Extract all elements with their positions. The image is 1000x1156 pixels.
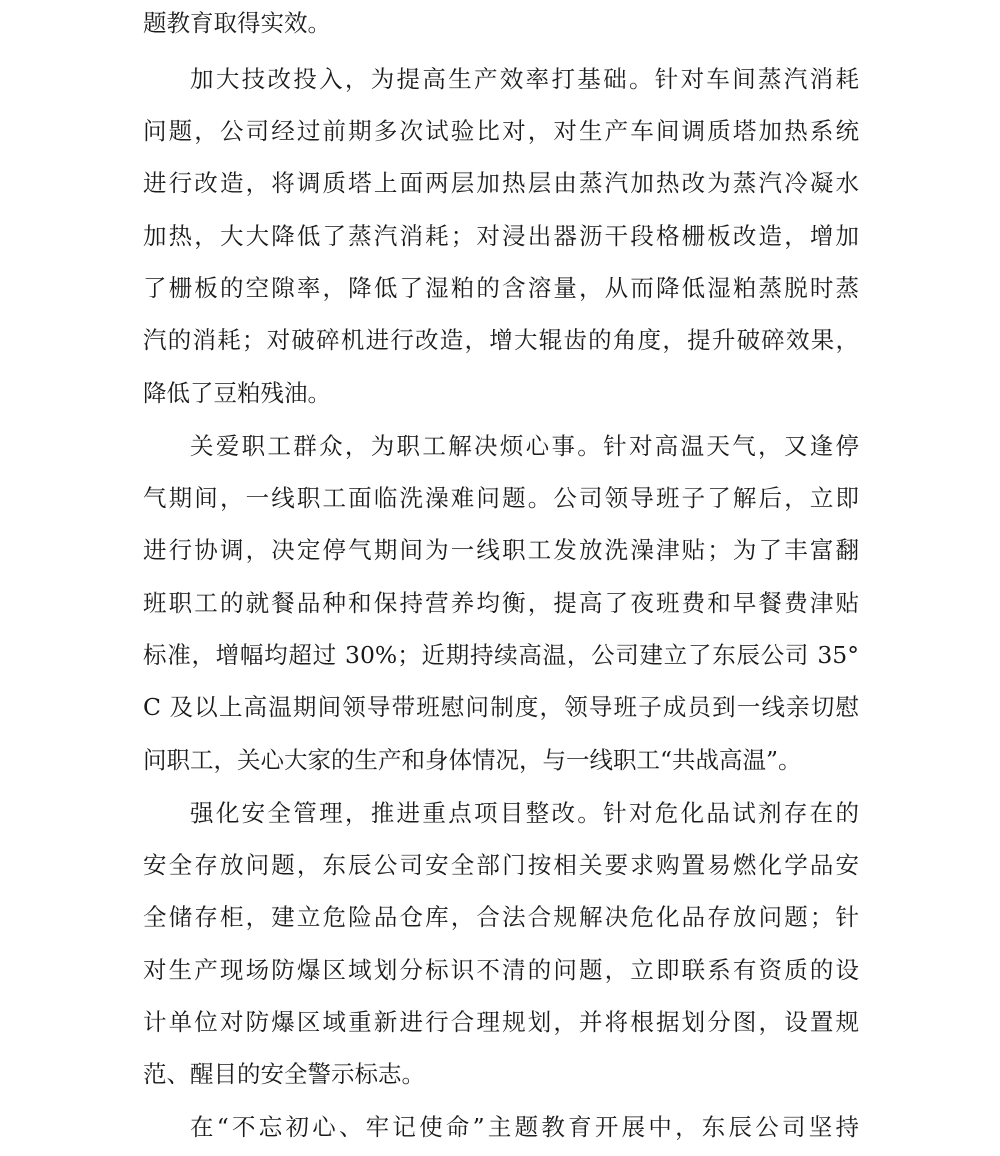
text-line-10: 气期间，一线职工面临洗澡难问题。公司领导班子了解后，立即 bbox=[143, 484, 859, 512]
text-line-5: 加热，大大降低了蒸汽消耗；对浸出器沥干段格栅板改造，增加 bbox=[143, 222, 859, 250]
text-line-13: 标准，增幅均超过 30%；近期持续高温，公司建立了东辰公司 35° bbox=[143, 641, 859, 669]
text-line-15: 问职工，关心大家的生产和身体情况，与一线职工“共战高温”。 bbox=[143, 746, 802, 774]
text-line-8: 降低了豆粕残油。 bbox=[143, 379, 331, 407]
text-line-11: 进行协调，决定停气期间为一线职工发放洗澡津贴；为了丰富翻 bbox=[143, 536, 859, 564]
text-line-1: 题教育取得实效。 bbox=[143, 9, 331, 37]
text-line-12: 班职工的就餐品种和保持营养均衡，提高了夜班费和早餐费津贴 bbox=[143, 589, 859, 617]
text-line-17: 安全存放问题，东辰公司安全部门按相关要求购置易燃化学品安 bbox=[143, 851, 859, 879]
text-line-6: 了栅板的空隙率，降低了湿粕的含溶量，从而降低湿粕蒸脱时蒸 bbox=[143, 274, 859, 302]
text-line-18: 全储存柜，建立危险品仓库，合法合规解决危化品存放问题；针 bbox=[143, 903, 859, 931]
text-line-3: 问题，公司经过前期多次试验比对，对生产车间调质塔加热系统 bbox=[143, 117, 859, 145]
text-line-14: C 及以上高温期间领导带班慰问制度，领导班子成员到一线亲切慰 bbox=[143, 693, 859, 721]
paragraph-theme-education-start: 在“不忘初心、牢记使命”主题教育开展中，东辰公司坚持 bbox=[190, 1113, 859, 1141]
paragraph-employee-care-start: 关爱职工群众，为职工解决烦心事。针对高温天气，又逢停 bbox=[190, 432, 859, 460]
text-line-7: 汽的消耗；对破碎机进行改造，增大辊齿的角度，提升破碎效果， bbox=[143, 326, 859, 354]
text-line-20: 计单位对防爆区域重新进行合理规划，并将根据划分图，设置规 bbox=[143, 1008, 859, 1036]
text-line-19: 对生产现场防爆区域划分标识不清的问题，立即联系有资质的设 bbox=[143, 956, 859, 984]
paragraph-safety-start: 强化安全管理，推进重点项目整改。针对危化品试剂存在的 bbox=[190, 799, 859, 827]
paragraph-tech-upgrade-start: 加大技改投入，为提高生产效率打基础。针对车间蒸汽消耗 bbox=[190, 65, 859, 93]
text-line-4: 进行改造，将调质塔上面两层加热层由蒸汽加热改为蒸汽冷凝水 bbox=[143, 169, 859, 197]
text-line-21: 范、醒目的安全警示标志。 bbox=[143, 1060, 425, 1088]
